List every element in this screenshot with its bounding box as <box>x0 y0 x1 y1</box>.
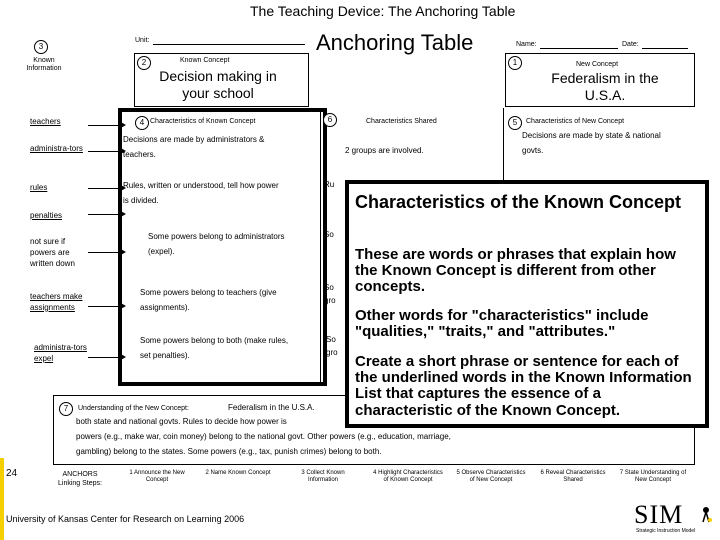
date-label: Date: <box>622 41 639 48</box>
arrow-icon <box>88 188 124 189</box>
known-characteristic: Some powers belong to both (make rules, set penalties). <box>140 336 289 361</box>
accent-bar <box>0 458 4 540</box>
popup-heading: Characteristics of the Known Concept <box>355 192 682 212</box>
new-concept-value: Federalism in the U.S.A. <box>551 70 659 103</box>
anchoring-table-title: Anchoring Table <box>316 30 474 55</box>
known-characteristics-label: Characteristics of Known Concept <box>150 118 256 125</box>
shared-characteristics-label: Characteristics Shared <box>366 118 437 125</box>
unit-field-line <box>153 44 305 45</box>
step-2-badge: 2 <box>137 56 151 70</box>
known-info-item: penalties <box>30 211 63 220</box>
page-title: The Teaching Device: The Anchoring Table <box>250 3 516 19</box>
new-concept-label: New Concept <box>576 61 619 68</box>
linking-step: 2 Name Known Concept <box>205 470 271 476</box>
arrow-icon <box>88 214 124 215</box>
known-characteristic: Some powers belong to administrators (expel). <box>148 232 285 257</box>
step-3-badge: 3 <box>34 40 48 54</box>
shared-characteristic: So <box>324 230 334 239</box>
popup-paragraph-2: Other words for "characteristics" include "qualities," "traits," and "attributes." <box>355 307 649 341</box>
page-number: 24 <box>6 468 18 479</box>
known-concept-value: Decision making in your school <box>159 68 277 101</box>
sim-logo-text: SIM <box>634 500 684 529</box>
known-characteristic: Decisions are made by administrators & teachers. <box>123 135 265 160</box>
known-info-item: teachers <box>30 117 61 126</box>
understanding-text-2: both state and national govts. Rules to decide how power is <box>76 417 287 426</box>
step-7-badge: 7 <box>59 402 73 416</box>
linking-step: 4 Highlight Characteristics of Known Concept <box>373 470 443 484</box>
linking-step: 6 Reveal Characteristics Shared <box>540 470 606 484</box>
shared-characteristic: So gro <box>324 283 336 305</box>
linking-step: 1 Announce the New Concept <box>129 470 185 484</box>
arrow-icon <box>88 151 124 152</box>
known-concept-label: Known Concept <box>180 57 230 64</box>
arrow-icon <box>88 357 124 358</box>
step-6-badge: 6 <box>323 113 337 127</box>
sim-logo <box>634 500 716 538</box>
date-field-line <box>642 48 688 49</box>
understanding-label: Understanding of the New Concept: <box>78 405 189 412</box>
known-info-item: rules <box>30 183 48 192</box>
arrow-icon <box>88 306 124 307</box>
known-info-item: administra-tors <box>30 144 83 153</box>
understanding-text-4: gambling) belong to the states. Some powers (e.g., tax, punish crimes) belong to both. <box>76 447 382 456</box>
shared-characteristic: 2 groups are involved. <box>345 146 424 155</box>
understanding-text-1: Federalism in the U.S.A. <box>228 403 315 412</box>
characteristics-info-popup <box>345 180 709 428</box>
new-characteristic: Decisions are made by state & national govts. <box>522 131 661 156</box>
step-1-badge: 1 <box>508 56 522 70</box>
step-5-badge: 5 <box>508 116 522 130</box>
arrow-icon <box>88 125 124 126</box>
known-info-item: not sure if powers are written down <box>30 237 75 268</box>
known-info-item: administra-tors expel <box>34 343 87 363</box>
unit-label: Unit: <box>135 37 150 44</box>
linking-step: 5 Observe Characteristics of New Concept <box>456 470 526 484</box>
sim-logo-subtitle: Strategic Instruction Model <box>636 528 696 534</box>
known-info-item: teachers make assignments <box>30 292 83 312</box>
known-characteristic: Some powers belong to teachers (give assignments). <box>140 288 277 313</box>
arrow-icon <box>88 252 124 253</box>
linking-steps-label: ANCHORS Linking Steps: <box>58 471 102 488</box>
new-characteristics-label: Characteristics of New Concept <box>526 118 625 125</box>
linking-step: 7 State Understanding of New Concept <box>619 470 687 484</box>
sim-logo-icon <box>700 504 712 524</box>
name-field-line <box>540 48 618 49</box>
understanding-text-3: powers (e.g., make war, coin money) belong to the national govt. Other powers (e.g., education, marriage, <box>76 432 451 441</box>
popup-paragraph-1: These are words or phrases that explain how the Known Concept is different from other concepts. <box>355 246 676 296</box>
credit-text: University of Kansas Center for Research on Learning 2006 <box>6 514 245 524</box>
known-info-title: Known Information <box>26 57 62 73</box>
popup-paragraph-3: Create a short phrase or sentence for each of the underlined words in the Known Information List that captures the essence of a characteristic of the Known Concept. <box>355 353 692 419</box>
shared-characteristic: So gro <box>326 335 338 357</box>
known-characteristic: Rules, written or understood, tell how power is divided. <box>123 181 279 206</box>
step-4-badge: 4 <box>135 116 149 130</box>
name-label: Name: <box>516 41 537 48</box>
shared-characteristic: Ru <box>324 180 335 189</box>
linking-step: 3 Collect Known Information <box>301 470 345 484</box>
